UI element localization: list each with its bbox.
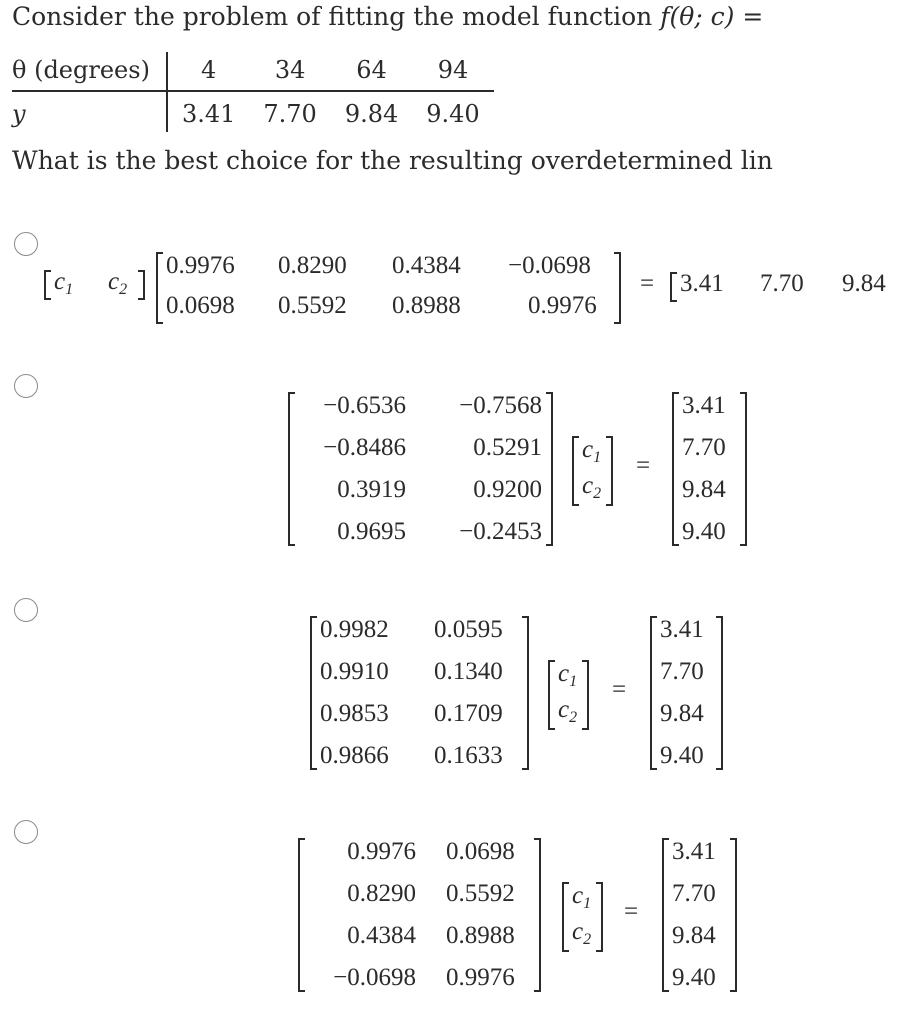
- bracket: [572, 436, 579, 506]
- bracket: [740, 392, 747, 546]
- option-1-radio[interactable]: [14, 232, 38, 256]
- bracket: [546, 392, 553, 546]
- vector-entry-c2: $c_2$: [572, 918, 592, 948]
- rhs-entry: 9.40: [660, 742, 704, 769]
- bracket: [534, 838, 541, 992]
- bracket: [288, 392, 295, 546]
- matrix-cell: 0.0698: [446, 838, 515, 865]
- equals-sign: =: [636, 452, 651, 479]
- rhs-entry: 3.41: [680, 270, 724, 297]
- y-header: y: [12, 91, 167, 132]
- y-cell: 7.70: [263, 100, 317, 128]
- rhs-entry: 7.70: [672, 880, 716, 907]
- vector-entry-c1: $c_1$: [572, 882, 592, 912]
- bracket: [672, 392, 679, 546]
- bracket: [730, 838, 737, 992]
- table-row-theta: [12, 52, 494, 91]
- matrix-cell: 0.8988: [446, 922, 515, 949]
- matrix-cell: 0.9982: [320, 616, 389, 643]
- matrix-cell: 0.9976: [166, 252, 235, 279]
- matrix-cell: 0.9695: [337, 518, 406, 545]
- rhs-entry: 3.41: [682, 392, 726, 419]
- rhs-entry: 3.41: [660, 616, 704, 643]
- vector-entry-c2: $c_2$: [108, 268, 128, 298]
- matrix-cell: 0.9976: [347, 838, 416, 865]
- matrix-cell: −0.6536: [323, 392, 406, 419]
- rhs-entry: 9.84: [672, 922, 716, 949]
- matrix-cell: 0.9200: [473, 476, 542, 503]
- matrix-cell: 0.8988: [392, 292, 461, 319]
- matrix-cell: 0.8290: [347, 880, 416, 907]
- bracket: [596, 882, 603, 952]
- matrix-cell: 0.9853: [320, 700, 389, 727]
- theta-cell: 64: [331, 52, 412, 91]
- table-row-y: [12, 91, 494, 132]
- matrix-cell: 0.4384: [347, 922, 416, 949]
- matrix-cell: 0.9910: [320, 658, 389, 685]
- option-4-radio[interactable]: [14, 820, 38, 844]
- matrix-cell: 0.3919: [337, 476, 406, 503]
- rhs-entry: 7.70: [682, 434, 726, 461]
- bracket: [562, 882, 569, 952]
- rhs-entry: 9.40: [682, 518, 726, 545]
- matrix-cell: 0.9976: [528, 292, 597, 319]
- matrix-cell: −0.0698: [508, 252, 591, 279]
- matrix-cell: −0.2453: [459, 518, 542, 545]
- model-function: f(θ; c) =: [660, 2, 764, 31]
- theta-header: θ (degrees): [12, 52, 167, 91]
- rhs-entry: 9.40: [672, 964, 716, 991]
- matrix-cell: 0.1709: [434, 700, 503, 727]
- bracket: [582, 660, 589, 730]
- equals-sign: =: [640, 270, 655, 297]
- matrix-cell: 0.8290: [278, 252, 347, 279]
- rhs-entry: 7.70: [660, 658, 704, 685]
- data-table: [12, 52, 494, 132]
- matrix-cell: −0.0698: [333, 964, 416, 991]
- bracket: [716, 616, 723, 770]
- question-text: [12, 2, 763, 31]
- bracket: [298, 838, 305, 992]
- option-2-radio[interactable]: [14, 374, 38, 398]
- bracket: [156, 252, 163, 324]
- matrix-cell: 0.5592: [278, 292, 347, 319]
- bracket: [606, 436, 613, 506]
- rhs-entry: 9.84: [682, 476, 726, 503]
- rhs-entry: 9.84: [660, 700, 704, 727]
- vector-entry-c2: $c_2$: [582, 472, 602, 502]
- y-cell: 3.41: [181, 100, 236, 128]
- bracket: [548, 660, 555, 730]
- question-prompt: What is the best choice for the resulting overdetermined lin: [12, 146, 773, 175]
- y-cell: 9.40: [426, 100, 480, 128]
- question-prefix: Consider the problem of fitting the model function: [12, 2, 661, 31]
- rhs-entry: 9.84: [842, 270, 886, 297]
- matrix-cell: 0.5291: [473, 434, 542, 461]
- vector-entry-c1: $c_1$: [582, 436, 602, 466]
- matrix-cell: 0.1633: [434, 742, 503, 769]
- y-cell: 9.84: [344, 100, 399, 128]
- vector-entry-c2: $c_2$: [558, 696, 578, 726]
- theta-cell: 34: [249, 52, 330, 91]
- bracket: [650, 616, 657, 770]
- theta-cell: 4: [167, 52, 249, 91]
- matrix-cell: 0.0698: [166, 292, 235, 319]
- bracket: [310, 616, 317, 770]
- matrix-cell: 0.4384: [392, 252, 461, 279]
- rhs-entry: 3.41: [672, 838, 716, 865]
- equals-sign: =: [612, 676, 627, 703]
- bracket: [670, 272, 677, 302]
- matrix-cell: −0.7568: [459, 392, 542, 419]
- matrix-cell: 0.1340: [434, 658, 503, 685]
- matrix-cell: 0.5592: [446, 880, 515, 907]
- bracket: [614, 252, 621, 324]
- theta-cell: 94: [412, 52, 493, 91]
- bracket: [138, 270, 145, 300]
- equals-sign: =: [624, 898, 639, 925]
- bracket: [44, 270, 51, 300]
- option-3-radio[interactable]: [14, 598, 38, 622]
- matrix-cell: 0.0595: [434, 616, 503, 643]
- bracket: [522, 616, 529, 770]
- matrix-cell: 0.9976: [446, 964, 515, 991]
- vector-entry-c1: $c_1$: [558, 660, 578, 690]
- vector-entry-c1: $c_1$: [54, 268, 74, 298]
- bracket: [662, 838, 669, 992]
- matrix-cell: −0.8486: [323, 434, 406, 461]
- matrix-cell: 0.9866: [320, 742, 389, 769]
- rhs-entry: 7.70: [760, 270, 804, 297]
